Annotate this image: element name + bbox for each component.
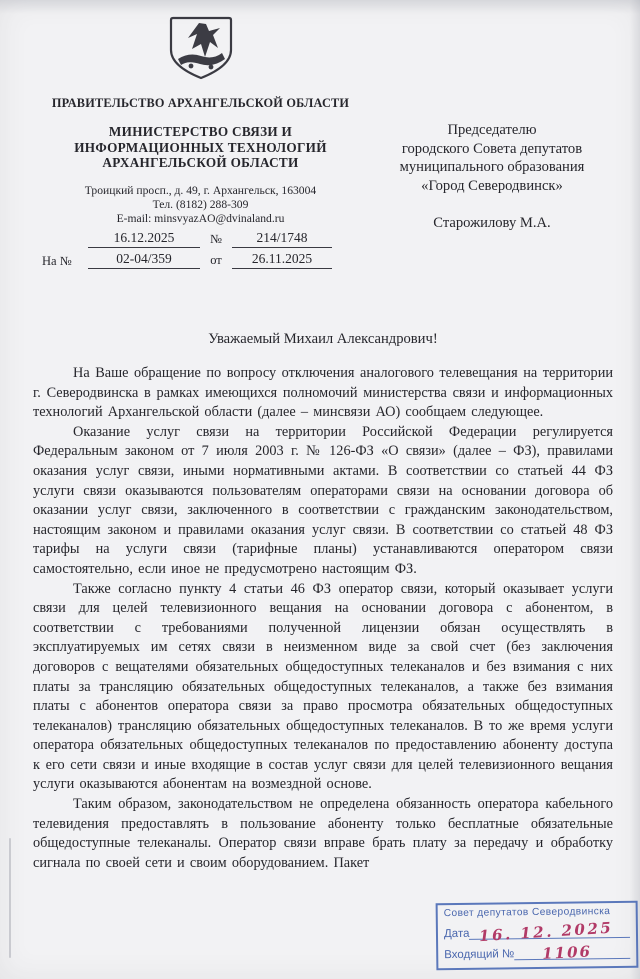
scan-artifact-top <box>0 0 640 14</box>
email-address: E-mail: minsvyazAO@dvinaland.ru <box>116 211 285 225</box>
scan-artifact-left-line <box>9 838 11 958</box>
handwritten-date: 16. 12. 2025 <box>478 918 615 946</box>
salutation: Уважаемый Михаил Александрович! <box>208 331 438 347</box>
stamp-date-row <box>443 918 630 946</box>
reference-block <box>42 227 334 269</box>
number-sign: № <box>210 232 222 246</box>
scan-artifact-right <box>630 0 640 979</box>
addressee-line3: муниципального образования <box>399 159 585 175</box>
incoming-label: На № <box>42 254 72 268</box>
reference-row-outgoing <box>42 227 334 248</box>
paragraph-4: Таким образом, законодательством не определена обязанность оператора кабельного телевидения предоставлять в пользование абоненту только бесплатные обязательные общедоступные телеканалы. Оператор связи вправе брать плату за передачу и обработку сигнала по своей сети и своим оборудованием. Пакет <box>33 796 613 871</box>
outgoing-number: 214/1748 <box>232 230 332 248</box>
stamp-number-label: Входящий № <box>444 948 515 962</box>
ministry-title <box>38 124 363 171</box>
ministry-title-line1: МИНИСТЕРСТВО СВЯЗИ И <box>108 124 293 139</box>
stamp-organization: Совет депутатов Северодвинска <box>443 906 611 920</box>
addressee-line4: «Город Северодвинск» <box>421 177 563 194</box>
addressee-line1: Председателю <box>447 122 537 138</box>
letter-body <box>33 331 613 873</box>
incoming-date: 26.11.2025 <box>232 251 332 269</box>
ministry-title-line2: ИНФОРМАЦИОННЫХ ТЕХНОЛОГИЙ <box>74 139 327 155</box>
addressee-block <box>358 121 626 233</box>
letterhead <box>38 14 363 226</box>
contact-block <box>38 184 363 226</box>
stamp-number-row <box>444 944 630 961</box>
incoming-registration-stamp <box>436 901 639 970</box>
stamp-number-line <box>514 942 630 963</box>
stamp-date-label: Дата <box>443 927 470 941</box>
reference-row-incoming <box>42 248 334 269</box>
from-label: от <box>210 253 222 267</box>
government-title: ПРАВИТЕЛЬСТВО АРХАНГЕЛЬСКОЙ ОБЛАСТИ <box>51 96 350 110</box>
postal-address: Троицкий просп., д. 49, г. Архангельск, 163004 <box>84 183 317 197</box>
handwritten-incoming-number: 1106 <box>541 942 593 963</box>
outgoing-date: 16.12.2025 <box>88 230 200 248</box>
stamp-date-line <box>469 918 630 946</box>
addressee-name: Старожилову М.А. <box>433 215 551 231</box>
paragraph-1: На Ваше обращение по вопросу отключения аналогового телевещания на территории г. Северодвинска в рамках имеющихся полномочий министерства связи и информационных технологий Архангельской области (далее – минсвязи АО) сообщаем следующее. <box>33 365 613 421</box>
paragraph-2: Оказание услуг связи на территории Российской Федерации регулируется Федеральным законом от 7 июля 2003 г. № 126-ФЗ «О связи» (далее – ФЗ), правилами оказания услуг связи, иными нормативными актами. В соответствии со статьей 44 ФЗ услуги связи оказываются пользователям операторами связи на основании договора об оказании услуг связи, заключенного в соответствии с гражданским законодательством, настоящим законом и правилами оказания услуг связи. В соответствии со статьей 48 ФЗ тарифы на услуги связи (тарифные планы) устанавливаются оператором связи самостоятельно, если иное не предусмотрено настоящим ФЗ. <box>33 423 613 577</box>
ministry-title-line3: АРХАНГЕЛЬСКОЙ ОБЛАСТИ <box>102 155 299 170</box>
incoming-number: 02-04/359 <box>88 251 200 269</box>
phone-number: Тел. (8182) 288-309 <box>152 197 249 211</box>
coat-of-arms-icon <box>161 14 241 89</box>
paragraph-3: Также согласно пункту 4 статьи 46 ФЗ оператор связи, который оказывает услуги связи для целей телевизионного вещания на основании договора с абонентом, в соответствии с требованиями полученной лицензии обязан осуществлять в эксплуатируемых им сетях связи в неизменном виде за свой счет (без заключения договоров с вещателями обязательных общедоступных телеканалов и без взимания с них платы за трансляцию обязательных общедоступных телеканалов, а также без взимания платы с абонентов оператора связи за право просмотра обязательных общедоступных телеканалов) трансляцию обязательных общедоступных телеканалов. В то же время услуги оператора обязательных общедоступных телеканалов по предоставлению абоненту доступа к его сети связи и иные входящие в состав услуг связи для целей телевизионного вещания услуги оказываются абонентам на возмездной основе. <box>33 580 613 793</box>
addressee-line2: городского Совета депутатов <box>401 140 583 157</box>
